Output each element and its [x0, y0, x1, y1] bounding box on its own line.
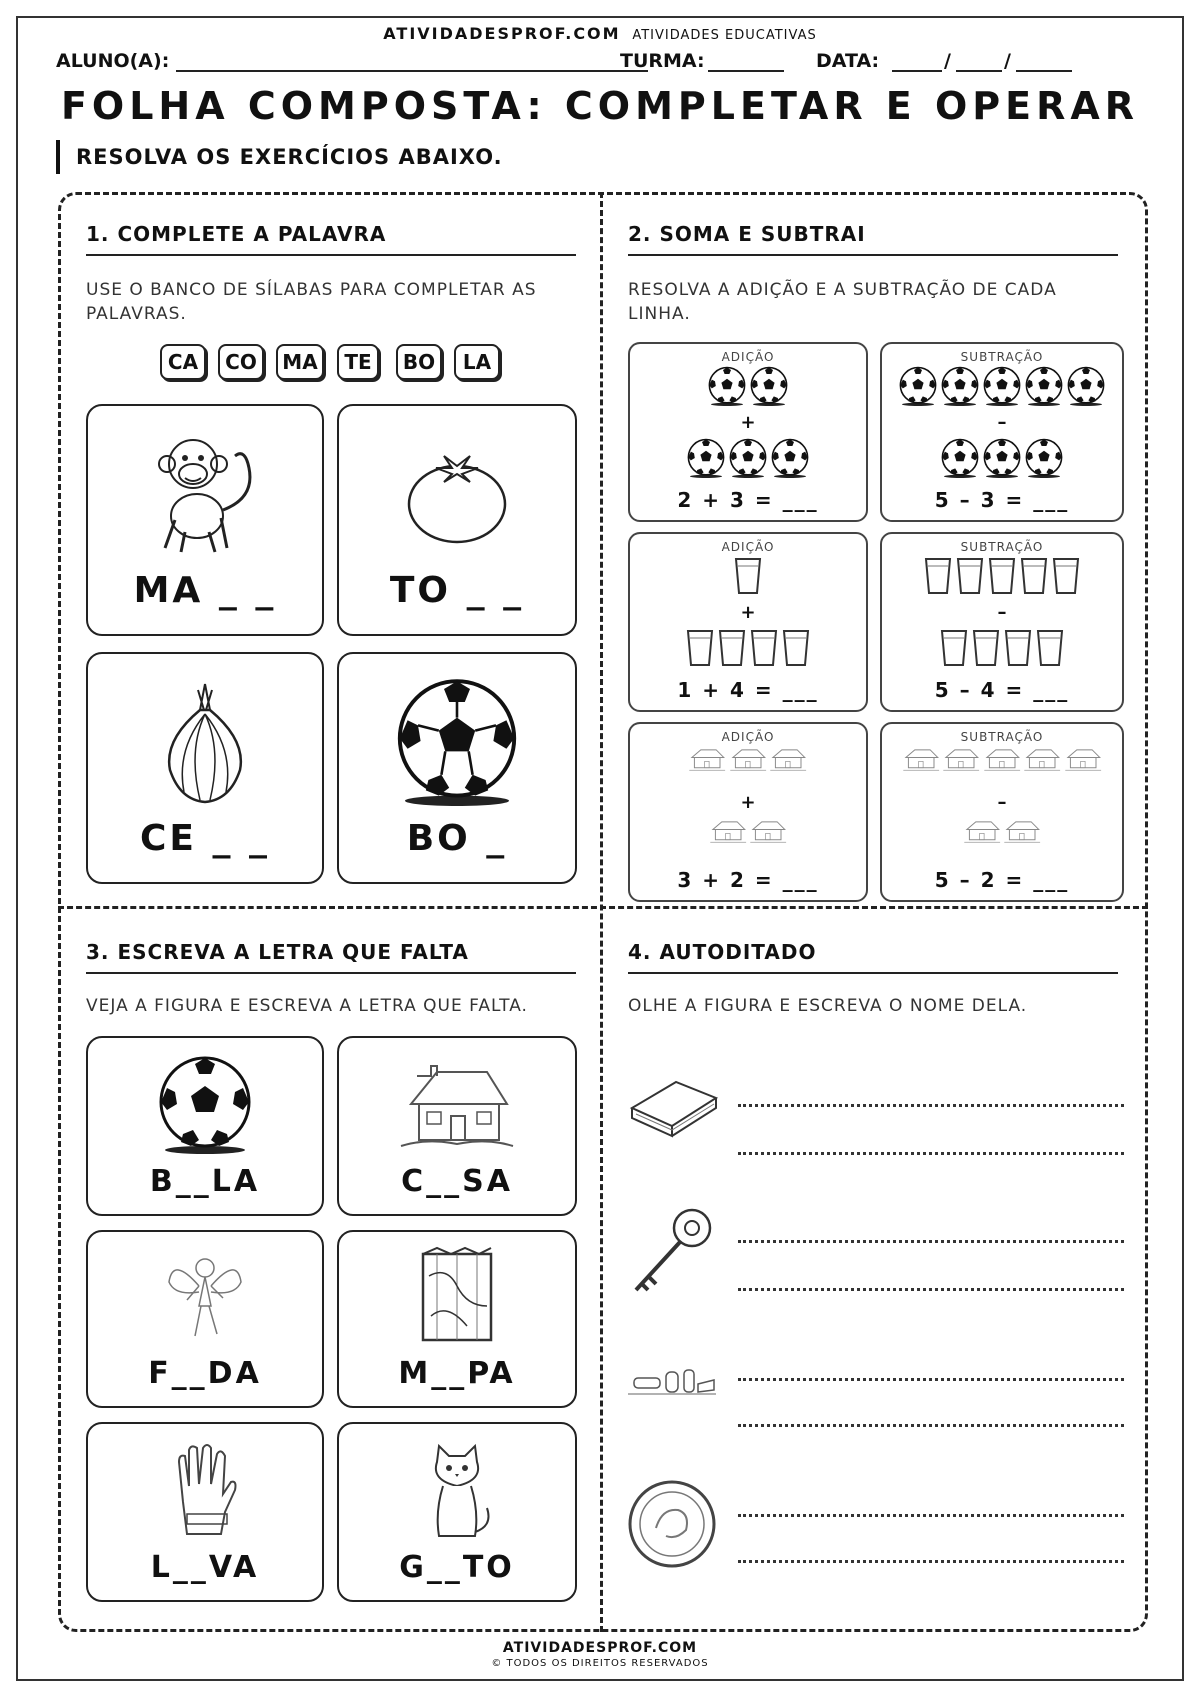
- book-icon: [626, 1078, 718, 1138]
- math-problem-card: [880, 342, 1124, 522]
- glass-icon: [781, 628, 811, 672]
- incomplete-word: C__SA: [401, 1164, 513, 1199]
- incomplete-word: CE _ _: [139, 818, 271, 859]
- horizontal-divider: [58, 906, 1148, 909]
- soccer-ball-icon: [1066, 366, 1106, 410]
- bottom-group: [882, 818, 1122, 848]
- soccer-ball-icon: [940, 366, 980, 410]
- math-problem-card: [628, 532, 868, 712]
- math-problem-card: [880, 532, 1124, 712]
- coin-icon: [626, 1478, 718, 1570]
- vertical-divider: [600, 192, 603, 1632]
- glass-icon: [1003, 628, 1033, 672]
- glass-icon: [1035, 628, 1065, 672]
- house-icon: [397, 1062, 517, 1152]
- aluno-label: ALUNO(A):: [56, 50, 170, 72]
- operator: +: [740, 412, 756, 433]
- house-icon: [983, 746, 1021, 776]
- syllable-chip: CA: [160, 344, 206, 380]
- operator: –: [997, 792, 1007, 813]
- incomplete-word: G__TO: [399, 1550, 515, 1585]
- letter-card: [86, 1422, 324, 1602]
- operation-label: ADIÇÃO: [721, 540, 775, 554]
- incomplete-word: MA _ _: [133, 570, 277, 611]
- word-card: [337, 652, 577, 884]
- glass-icon: [923, 556, 953, 600]
- day-field[interactable]: [892, 50, 942, 72]
- site-header: [0, 24, 1200, 43]
- site-name: ATIVIDADESPROF.COM: [383, 24, 621, 43]
- letter-card: [337, 1036, 577, 1216]
- bottom-group: [630, 818, 866, 848]
- word-card: [337, 404, 577, 636]
- writing-line[interactable]: [738, 1104, 1124, 1107]
- glass-icon: [1051, 556, 1081, 600]
- soccer-ball-icon: [686, 438, 726, 482]
- soccer-ball-icon: [749, 366, 789, 410]
- house-icon: [688, 746, 726, 776]
- site-tagline: ATIVIDADES EDUCATIVAS: [632, 28, 817, 43]
- letter-card: [337, 1422, 577, 1602]
- house-icon: [1064, 746, 1102, 776]
- syllable-chip: CO: [218, 344, 264, 380]
- main-instruction: RESOLVA OS EXERCÍCIOS ABAIXO.: [56, 140, 503, 174]
- glass-icon: [955, 556, 985, 600]
- house-icon: [1003, 818, 1041, 848]
- writing-line[interactable]: [738, 1424, 1124, 1427]
- date-separator: /: [1004, 50, 1011, 72]
- math-problem-card: [628, 722, 868, 902]
- soccer-ball-icon: [940, 438, 980, 482]
- tomato-icon: [402, 446, 512, 546]
- incomplete-word: F__DA: [148, 1356, 262, 1391]
- house-icon: [1023, 746, 1061, 776]
- glass-icon: [939, 628, 969, 672]
- operator: +: [740, 792, 756, 813]
- turma-field[interactable]: [708, 50, 784, 72]
- incomplete-word: L__VA: [150, 1550, 260, 1585]
- operator: –: [997, 602, 1007, 623]
- glass-icon: [971, 628, 1001, 672]
- footer-site: ATIVIDADESPROF.COM: [502, 1640, 698, 1656]
- writing-line[interactable]: [738, 1560, 1124, 1563]
- house-icon: [729, 746, 767, 776]
- operation-label: SUBTRAÇÃO: [960, 540, 1044, 554]
- section4-title: 4. AUTODITADO: [628, 940, 1118, 974]
- equation[interactable]: 5 – 3 = ___: [934, 488, 1070, 512]
- letter-card: [337, 1230, 577, 1408]
- data-label: DATA:: [816, 50, 880, 72]
- top-group: [882, 746, 1122, 776]
- house-icon: [769, 746, 807, 776]
- syllable-chip: LA: [454, 344, 500, 380]
- map-icon: [417, 1246, 497, 1346]
- glass-icon: [717, 628, 747, 672]
- incomplete-word: TO _ _: [389, 570, 525, 611]
- section3-instruction: VEJA A FIGURA E ESCREVA A LETRA QUE FALTA.: [86, 996, 528, 1016]
- operation-label: SUBTRAÇÃO: [960, 730, 1044, 744]
- incomplete-word: BO _: [406, 818, 508, 859]
- bottom-group: [882, 628, 1122, 672]
- syllable-chip: MA: [276, 344, 324, 380]
- incomplete-word: M__PA: [398, 1356, 516, 1391]
- equation[interactable]: 1 + 4 = ___: [677, 678, 819, 702]
- soccer-ball-icon: [1024, 366, 1064, 410]
- operation-label: ADIÇÃO: [721, 350, 775, 364]
- house-icon: [963, 818, 1001, 848]
- math-problem-card: [880, 722, 1124, 902]
- equation[interactable]: 5 – 4 = ___: [934, 678, 1070, 702]
- syllable-chip: BO: [396, 344, 442, 380]
- student-info-row: [56, 50, 1146, 78]
- incomplete-word: B__LA: [149, 1164, 261, 1199]
- chalk-icon: [626, 1364, 718, 1404]
- house-icon: [902, 746, 940, 776]
- writing-line[interactable]: [738, 1378, 1124, 1381]
- operation-label: ADIÇÃO: [721, 730, 775, 744]
- word-card: [86, 404, 324, 636]
- soccer-ball-icon: [770, 438, 810, 482]
- section3-title: 3. ESCREVA A LETRA QUE FALTA: [86, 940, 576, 974]
- section2-instruction: RESOLVA A ADIÇÃO E A SUBTRAÇÃO DE CADA LINHA.: [628, 280, 1057, 324]
- word-card: [86, 652, 324, 884]
- section1-instruction: USE O BANCO DE SÍLABAS PARA COMPLETAR AS PALAVRAS.: [86, 280, 537, 324]
- top-group: [882, 366, 1122, 410]
- operator: +: [740, 602, 756, 623]
- math-problem-card: [628, 342, 868, 522]
- glass-icon: [749, 628, 779, 672]
- top-group: [630, 556, 866, 600]
- equation[interactable]: 2 + 3 = ___: [677, 488, 819, 512]
- date-separator: /: [944, 50, 951, 72]
- soccer-ball-icon: [707, 366, 747, 410]
- house-icon: [749, 818, 787, 848]
- footer: [0, 1640, 1200, 1669]
- operation-label: SUBTRAÇÃO: [960, 350, 1044, 364]
- glass-icon: [987, 556, 1017, 600]
- bottom-group: [630, 438, 866, 482]
- letter-card: [86, 1230, 324, 1408]
- soccer-ball-icon: [728, 438, 768, 482]
- top-group: [630, 366, 866, 410]
- top-group: [630, 746, 866, 776]
- glass-icon: [1019, 556, 1049, 600]
- section2-title: 2. SOMA E SUBTRAI: [628, 222, 1118, 256]
- house-icon: [709, 818, 747, 848]
- soccer-ball-icon: [155, 1054, 255, 1154]
- section1-title: 1. COMPLETE A PALAVRA: [86, 222, 576, 256]
- operator: –: [997, 412, 1007, 433]
- page-title: FOLHA COMPOSTA: COMPLETAR E OPERAR: [60, 84, 1140, 128]
- month-field[interactable]: [956, 50, 1002, 72]
- onion-icon: [160, 680, 250, 808]
- glass-icon: [733, 556, 763, 600]
- turma-label: TURMA:: [620, 50, 705, 72]
- soccer-ball-icon: [982, 366, 1022, 410]
- writing-line[interactable]: [738, 1240, 1124, 1243]
- bottom-group: [630, 628, 866, 672]
- equation[interactable]: 5 – 2 = ___: [934, 868, 1070, 892]
- writing-line[interactable]: [738, 1152, 1124, 1155]
- letter-card: [86, 1036, 324, 1216]
- soccer-ball-icon: [1024, 438, 1064, 482]
- cat-icon: [417, 1442, 497, 1542]
- soccer-ball-icon: [982, 438, 1022, 482]
- glove-icon: [165, 1442, 245, 1542]
- top-group: [882, 556, 1122, 600]
- fairy-icon: [165, 1246, 245, 1346]
- writing-line[interactable]: [738, 1514, 1124, 1517]
- aluno-field[interactable]: [176, 50, 648, 72]
- footer-rights: © TODOS OS DIREITOS RESERVADOS: [491, 1658, 709, 1669]
- glass-icon: [685, 628, 715, 672]
- house-icon: [942, 746, 980, 776]
- bottom-group: [882, 438, 1122, 482]
- key-icon: [628, 1204, 718, 1298]
- section4-instruction: OLHE A FIGURA E ESCREVA O NOME DELA.: [628, 996, 1028, 1016]
- soccer-ball-icon: [898, 366, 938, 410]
- writing-line[interactable]: [738, 1288, 1124, 1291]
- monkey-icon: [145, 428, 265, 558]
- equation[interactable]: 3 + 2 = ___: [677, 868, 819, 892]
- year-field[interactable]: [1016, 50, 1072, 72]
- syllable-chip: TE: [337, 344, 379, 380]
- soccer-ball-icon: [392, 676, 522, 806]
